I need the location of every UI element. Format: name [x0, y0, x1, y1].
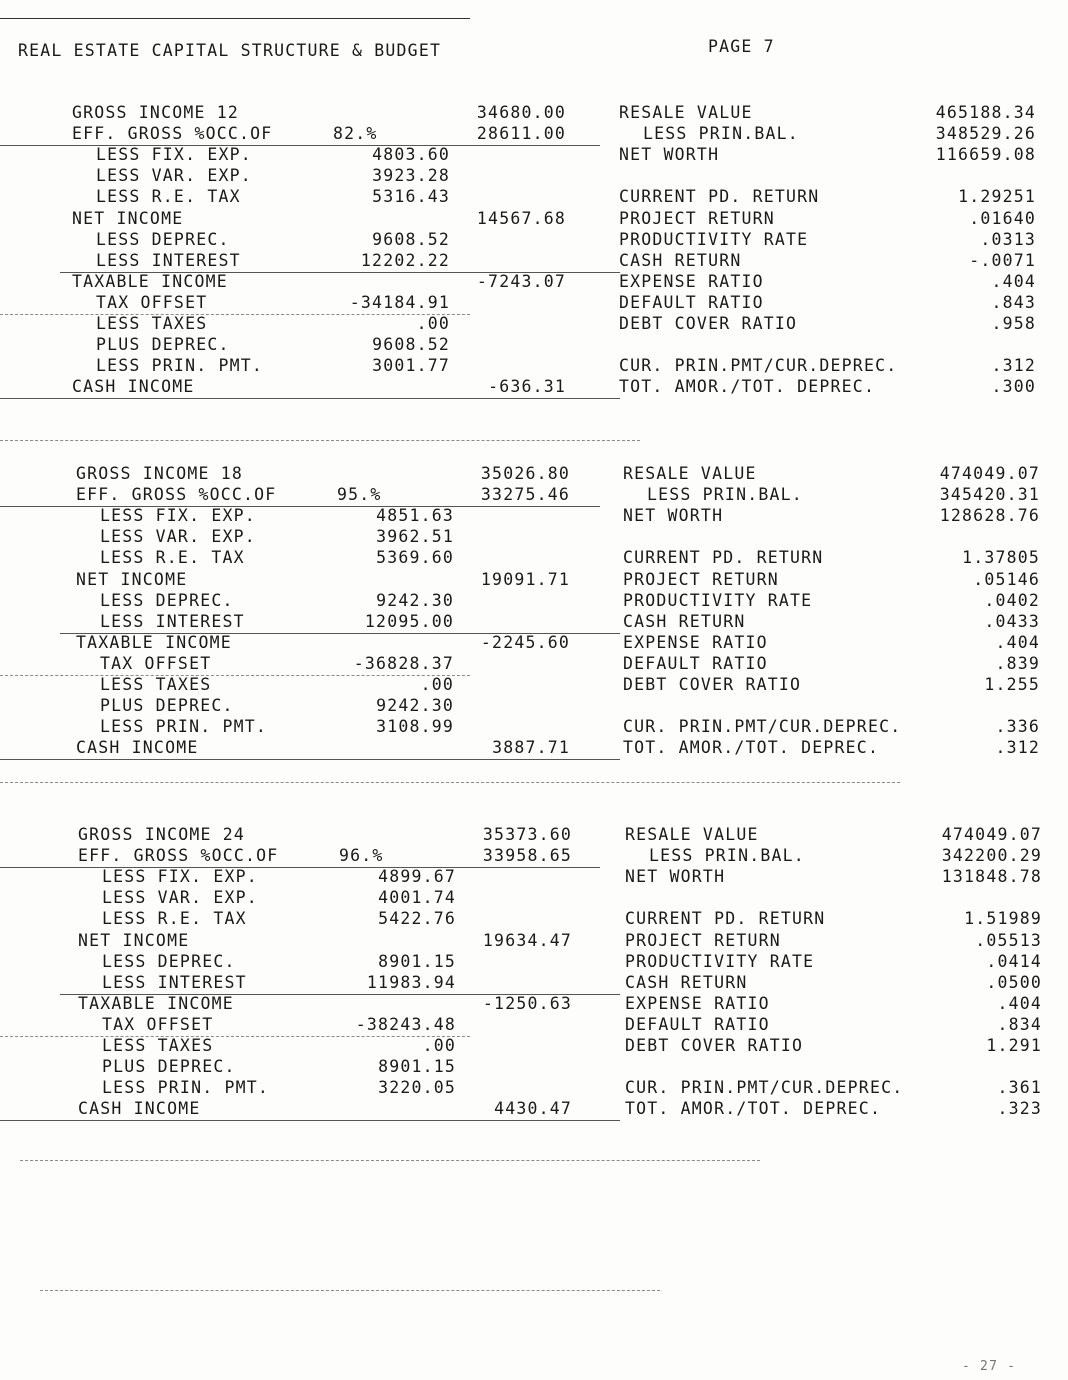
project-return-value: .01640 — [969, 208, 1036, 228]
section-separator — [40, 1290, 660, 1291]
net-worth-label: NET WORTH — [623, 506, 724, 526]
cash-income-label: CASH INCOME — [78, 1099, 201, 1119]
cash-income-label: CASH INCOME — [72, 377, 195, 397]
debt-cover-ratio-value: .958 — [991, 314, 1036, 333]
less-prin-bal-label: LESS PRIN.BAL. — [643, 124, 799, 144]
tot-amor-tot-deprec-value: .300 — [991, 377, 1036, 397]
project-return-label: PROJECT RETURN — [623, 569, 779, 589]
effective-gross-label: EFF. GROSS %OCC.OF — [78, 846, 279, 866]
cash-return-label: CASH RETURN — [625, 972, 748, 992]
productivity-rate-label: PRODUCTIVITY RATE — [619, 229, 809, 249]
less-var-exp-value: 3962.51 — [376, 527, 454, 547]
resale-value-value: 465188.34 — [935, 103, 1036, 122]
underline-rule — [0, 867, 600, 868]
less-prin-bal-value: 345420.31 — [939, 485, 1040, 505]
default-ratio-label: DEFAULT RATIO — [625, 1014, 770, 1034]
underline-rule — [60, 994, 620, 995]
current-pd-return-value: 1.37805 — [962, 548, 1040, 568]
plus-deprec-value: 9242.30 — [376, 696, 454, 716]
net-worth-label: NET WORTH — [619, 145, 720, 165]
gross-income-value: 35026.80 — [480, 464, 570, 483]
underline-rule — [0, 506, 600, 507]
effective-gross-value: 28611.00 — [476, 124, 566, 144]
net-worth-label: NET WORTH — [625, 867, 726, 887]
cash-return-label: CASH RETURN — [619, 250, 742, 270]
report-title: REAL ESTATE CAPITAL STRUCTURE & BUDGET — [18, 41, 442, 60]
less-prin-pmt-label: LESS PRIN. PMT. — [102, 1078, 270, 1098]
plus-deprec-label: PLUS DEPREC. — [102, 1057, 236, 1077]
section-separator — [0, 782, 900, 783]
current-pd-return-label: CURRENT PD. RETURN — [619, 187, 820, 207]
less-deprec-label: LESS DEPREC. — [96, 229, 230, 249]
less-re-tax-label: LESS R.E. TAX — [102, 909, 247, 929]
net-income-label: NET INCOME — [72, 208, 184, 228]
taxable-income-value: -1250.63 — [482, 993, 572, 1013]
less-deprec-value: 9608.52 — [372, 229, 450, 249]
cur-prin-pmt-cur-deprec-value: .336 — [995, 717, 1040, 737]
expense-ratio-label: EXPENSE RATIO — [623, 632, 768, 652]
taxable-income-value: -7243.07 — [476, 271, 566, 291]
debt-cover-ratio-label: DEBT COVER RATIO — [623, 675, 802, 694]
tax-offset-label: TAX OFFSET — [102, 1014, 214, 1034]
cash-return-value: .0500 — [986, 972, 1042, 992]
gross-income-label: GROSS INCOME 24 — [78, 825, 246, 844]
debt-cover-ratio-label: DEBT COVER RATIO — [625, 1036, 804, 1055]
less-fix-exp-value: 4851.63 — [376, 506, 454, 526]
less-taxes-label: LESS TAXES — [100, 675, 212, 694]
cash-income-value: -636.31 — [488, 377, 566, 397]
footer-page-mark: - 27 - — [962, 1359, 1017, 1374]
less-var-exp-value: 3923.28 — [372, 166, 450, 186]
default-ratio-value: .839 — [995, 653, 1040, 673]
tax-offset-label: TAX OFFSET — [96, 292, 208, 312]
net-income-label: NET INCOME — [78, 930, 190, 950]
less-taxes-label: LESS TAXES — [102, 1036, 214, 1055]
current-pd-return-label: CURRENT PD. RETURN — [625, 909, 826, 929]
expense-ratio-label: EXPENSE RATIO — [625, 993, 770, 1013]
default-ratio-label: DEFAULT RATIO — [619, 292, 764, 312]
occupancy-percent: 95.% — [337, 485, 382, 505]
less-interest-label: LESS INTEREST — [100, 611, 245, 631]
less-taxes-value: .00 — [416, 314, 450, 333]
tax-offset-value: -34184.91 — [349, 292, 450, 312]
effective-gross-label: EFF. GROSS %OCC.OF — [76, 485, 277, 505]
effective-gross-value: 33275.46 — [480, 485, 570, 505]
effective-gross-value: 33958.65 — [482, 846, 572, 866]
less-var-exp-label: LESS VAR. EXP. — [96, 166, 252, 186]
productivity-rate-label: PRODUCTIVITY RATE — [623, 590, 813, 610]
less-prin-bal-value: 348529.26 — [935, 124, 1036, 144]
taxable-income-label: TAXABLE INCOME — [72, 271, 228, 291]
less-var-exp-label: LESS VAR. EXP. — [102, 888, 258, 908]
less-prin-bal-value: 342200.29 — [941, 846, 1042, 866]
underline-rule — [0, 759, 620, 760]
less-re-tax-value: 5422.76 — [378, 909, 456, 929]
less-var-exp-value: 4001.74 — [378, 888, 456, 908]
cur-prin-pmt-cur-deprec-label: CUR. PRIN.PMT/CUR.DEPREC. — [623, 717, 902, 737]
less-prin-pmt-label: LESS PRIN. PMT. — [96, 356, 264, 376]
less-prin-bal-label: LESS PRIN.BAL. — [647, 485, 803, 505]
tot-amor-tot-deprec-label: TOT. AMOR./TOT. DEPREC. — [623, 738, 880, 758]
section-separator — [0, 440, 640, 441]
less-re-tax-label: LESS R.E. TAX — [100, 548, 245, 568]
less-interest-label: LESS INTEREST — [102, 972, 247, 992]
less-prin-pmt-value: 3220.05 — [378, 1078, 456, 1098]
underline-rule — [0, 398, 620, 399]
expense-ratio-label: EXPENSE RATIO — [619, 271, 764, 291]
gross-income-label: GROSS INCOME 18 — [76, 464, 244, 483]
net-income-value: 19634.47 — [482, 930, 572, 950]
taxable-income-label: TAXABLE INCOME — [78, 993, 234, 1013]
less-interest-value: 11983.94 — [366, 972, 456, 992]
debt-cover-ratio-value: 1.255 — [984, 675, 1040, 694]
cur-prin-pmt-cur-deprec-label: CUR. PRIN.PMT/CUR.DEPREC. — [619, 356, 898, 376]
less-re-tax-value: 5369.60 — [376, 548, 454, 568]
current-pd-return-label: CURRENT PD. RETURN — [623, 548, 824, 568]
cur-prin-pmt-cur-deprec-value: .312 — [991, 356, 1036, 376]
occupancy-percent: 82.% — [333, 124, 378, 144]
debt-cover-ratio-label: DEBT COVER RATIO — [619, 314, 798, 333]
cash-income-value: 3887.71 — [492, 738, 570, 758]
productivity-rate-value: .0402 — [984, 590, 1040, 610]
taxable-income-label: TAXABLE INCOME — [76, 632, 232, 652]
less-re-tax-label: LESS R.E. TAX — [96, 187, 241, 207]
less-prin-pmt-value: 3108.99 — [376, 717, 454, 737]
effective-gross-label: EFF. GROSS %OCC.OF — [72, 124, 273, 144]
less-fix-exp-label: LESS FIX. EXP. — [100, 506, 256, 526]
less-fix-exp-label: LESS FIX. EXP. — [96, 145, 252, 165]
default-ratio-label: DEFAULT RATIO — [623, 653, 768, 673]
less-interest-label: LESS INTEREST — [96, 250, 241, 270]
project-return-label: PROJECT RETURN — [619, 208, 775, 228]
underline-rule — [0, 314, 470, 315]
cur-prin-pmt-cur-deprec-label: CUR. PRIN.PMT/CUR.DEPREC. — [625, 1078, 904, 1098]
plus-deprec-value: 8901.15 — [378, 1057, 456, 1077]
tot-amor-tot-deprec-value: .323 — [997, 1099, 1042, 1119]
cur-prin-pmt-cur-deprec-value: .361 — [997, 1078, 1042, 1098]
tot-amor-tot-deprec-label: TOT. AMOR./TOT. DEPREC. — [619, 377, 876, 397]
underline-rule — [60, 633, 620, 634]
default-ratio-value: .843 — [991, 292, 1036, 312]
less-prin-bal-label: LESS PRIN.BAL. — [649, 846, 805, 866]
underline-rule — [0, 675, 470, 676]
underline-rule — [0, 145, 600, 146]
resale-value-label: RESALE VALUE — [619, 103, 753, 122]
less-fix-exp-value: 4803.60 — [372, 145, 450, 165]
project-return-value: .05513 — [975, 930, 1042, 950]
less-re-tax-value: 5316.43 — [372, 187, 450, 207]
default-ratio-value: .834 — [997, 1014, 1042, 1034]
page-number: PAGE 7 — [708, 37, 775, 56]
less-deprec-label: LESS DEPREC. — [100, 590, 234, 610]
tax-offset-value: -38243.48 — [355, 1014, 456, 1034]
occupancy-percent: 96.% — [339, 846, 384, 866]
section-separator — [20, 1160, 760, 1161]
net-income-label: NET INCOME — [76, 569, 188, 589]
project-return-label: PROJECT RETURN — [625, 930, 781, 950]
resale-value-value: 474049.07 — [941, 825, 1042, 844]
net-worth-value: 116659.08 — [935, 145, 1036, 165]
expense-ratio-value: .404 — [991, 271, 1036, 291]
less-prin-pmt-value: 3001.77 — [372, 356, 450, 376]
current-pd-return-value: 1.51989 — [964, 909, 1042, 929]
less-taxes-value: .00 — [422, 1036, 456, 1055]
less-fix-exp-label: LESS FIX. EXP. — [102, 867, 258, 887]
less-taxes-label: LESS TAXES — [96, 314, 208, 333]
expense-ratio-value: .404 — [995, 632, 1040, 652]
tax-offset-label: TAX OFFSET — [100, 653, 212, 673]
expense-ratio-value: .404 — [997, 993, 1042, 1013]
project-return-value: .05146 — [973, 569, 1040, 589]
less-var-exp-label: LESS VAR. EXP. — [100, 527, 256, 547]
productivity-rate-label: PRODUCTIVITY RATE — [625, 951, 815, 971]
less-deprec-label: LESS DEPREC. — [102, 951, 236, 971]
net-income-value: 19091.71 — [480, 569, 570, 589]
tot-amor-tot-deprec-value: .312 — [995, 738, 1040, 758]
less-deprec-value: 9242.30 — [376, 590, 454, 610]
productivity-rate-value: .0414 — [986, 951, 1042, 971]
plus-deprec-value: 9608.52 — [372, 335, 450, 355]
cash-return-label: CASH RETURN — [623, 611, 746, 631]
cash-return-value: -.0071 — [969, 250, 1036, 270]
gross-income-value: 35373.60 — [482, 825, 572, 844]
plus-deprec-label: PLUS DEPREC. — [96, 335, 230, 355]
gross-income-label: GROSS INCOME 12 — [72, 103, 240, 122]
cash-return-value: .0433 — [984, 611, 1040, 631]
resale-value-label: RESALE VALUE — [623, 464, 757, 483]
scan-edge-rule — [0, 18, 470, 19]
current-pd-return-value: 1.29251 — [958, 187, 1036, 207]
plus-deprec-label: PLUS DEPREC. — [100, 696, 234, 716]
net-worth-value: 131848.78 — [941, 867, 1042, 887]
gross-income-value: 34680.00 — [476, 103, 566, 122]
underline-rule — [0, 1036, 470, 1037]
net-income-value: 14567.68 — [476, 208, 566, 228]
resale-value-label: RESALE VALUE — [625, 825, 759, 844]
underline-rule — [0, 1120, 620, 1121]
less-deprec-value: 8901.15 — [378, 951, 456, 971]
less-interest-value: 12202.22 — [360, 250, 450, 270]
taxable-income-value: -2245.60 — [480, 632, 570, 652]
cash-income-value: 4430.47 — [494, 1099, 572, 1119]
productivity-rate-value: .0313 — [980, 229, 1036, 249]
less-interest-value: 12095.00 — [364, 611, 454, 631]
cash-income-label: CASH INCOME — [76, 738, 199, 758]
tot-amor-tot-deprec-label: TOT. AMOR./TOT. DEPREC. — [625, 1099, 882, 1119]
less-taxes-value: .00 — [420, 675, 454, 694]
net-worth-value: 128628.76 — [939, 506, 1040, 526]
less-fix-exp-value: 4899.67 — [378, 867, 456, 887]
resale-value-value: 474049.07 — [939, 464, 1040, 483]
debt-cover-ratio-value: 1.291 — [986, 1036, 1042, 1055]
less-prin-pmt-label: LESS PRIN. PMT. — [100, 717, 268, 737]
underline-rule — [60, 272, 620, 273]
tax-offset-value: -36828.37 — [353, 653, 454, 673]
